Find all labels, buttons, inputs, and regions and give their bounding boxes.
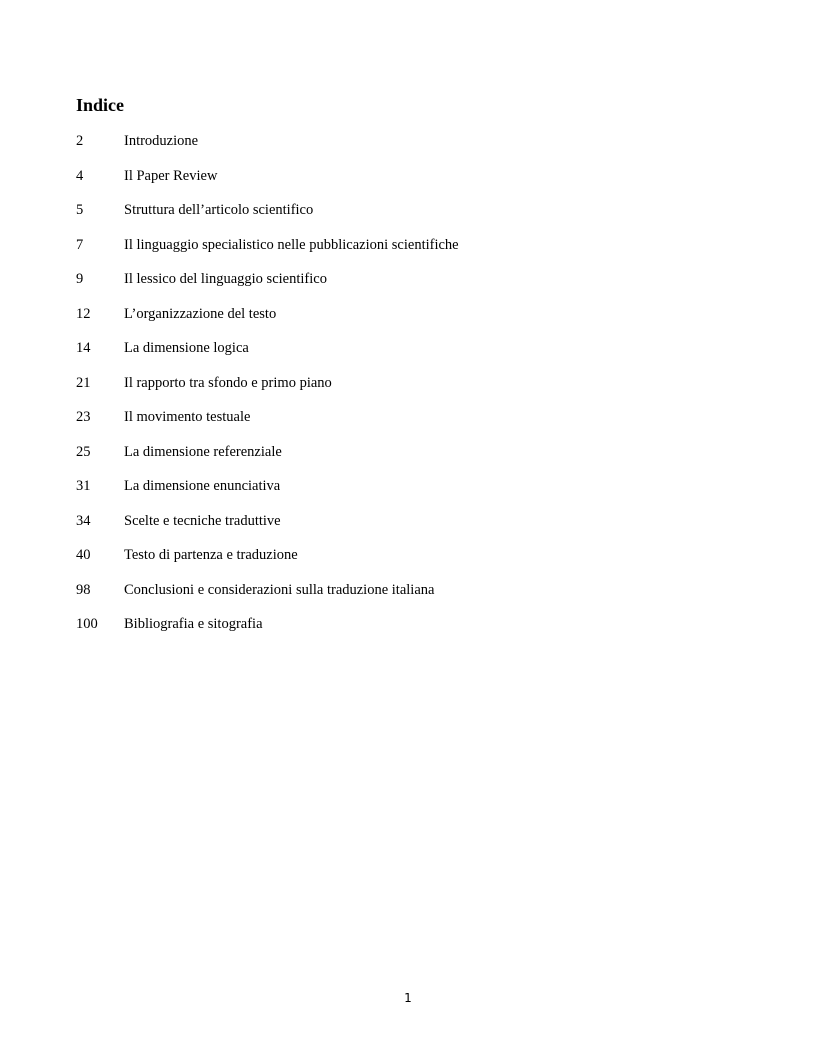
toc-entry-page: 5 <box>76 202 84 218</box>
toc-entry <box>76 131 756 166</box>
toc-entry-page: 4 <box>76 167 84 184</box>
toc-entry <box>76 580 756 615</box>
toc-entry <box>76 166 756 201</box>
toc-entry-page: 12 <box>76 305 91 322</box>
toc-entry-page: 100 <box>76 616 98 632</box>
toc-entry <box>76 442 756 477</box>
toc-entry-page: 40 <box>76 547 91 563</box>
toc-entry <box>76 476 756 511</box>
toc-entry-text: La dimensione enunciativa <box>124 478 281 494</box>
toc-entry <box>76 407 756 442</box>
toc-entry-page: 9 <box>76 271 84 287</box>
toc-entry <box>76 200 756 235</box>
toc-entry <box>76 545 756 580</box>
toc-entry-page: 98 <box>76 581 91 598</box>
toc-entry-text: Introduzione <box>124 133 199 149</box>
toc-entry-text: Struttura dell’articolo scientifico <box>124 202 314 218</box>
toc-entry-text: Il Paper Review <box>124 167 218 184</box>
toc-entry-page: 7 <box>76 236 84 253</box>
toc-entry-page: 31 <box>76 478 91 494</box>
toc-entry <box>76 511 756 546</box>
page-number: 1 <box>404 991 412 1005</box>
toc-entry-text: Bibliografia e sitografia <box>124 616 263 632</box>
toc-entry-page: 25 <box>76 443 91 460</box>
toc-entry-page: 14 <box>76 340 91 356</box>
toc-entry <box>76 338 756 373</box>
toc-entry-text: La dimensione logica <box>124 340 249 356</box>
toc-entry-text: Il lessico del linguaggio scientifico <box>124 271 327 287</box>
toc-entry <box>76 235 756 270</box>
toc-entry <box>76 304 756 339</box>
toc-entry <box>76 614 756 649</box>
toc-entry <box>76 269 756 304</box>
toc-entry-page: 34 <box>76 512 91 529</box>
toc-entry-text: Testo di partenza e traduzione <box>124 547 298 563</box>
toc-entry-text: Scelte e tecniche traduttive <box>124 512 281 529</box>
toc-entry <box>76 373 756 408</box>
toc-entry-text: Il movimento testuale <box>124 409 251 425</box>
toc-entry-text: Il rapporto tra sfondo e primo piano <box>124 374 332 391</box>
toc-entry-text: Conclusioni e considerazioni sulla traduzione italiana <box>124 581 435 598</box>
toc-entry-text: L’organizzazione del testo <box>124 305 277 322</box>
toc-entry-page: 2 <box>76 133 84 149</box>
toc-entry-text: Il linguaggio specialistico nelle pubblicazioni scientifiche <box>124 236 459 253</box>
toc-title: Indice <box>76 95 125 115</box>
toc-entry-text: La dimensione referenziale <box>124 443 282 460</box>
toc-entry-page: 21 <box>76 374 91 391</box>
toc-entry-page: 23 <box>76 409 91 425</box>
toc-list <box>76 131 756 649</box>
